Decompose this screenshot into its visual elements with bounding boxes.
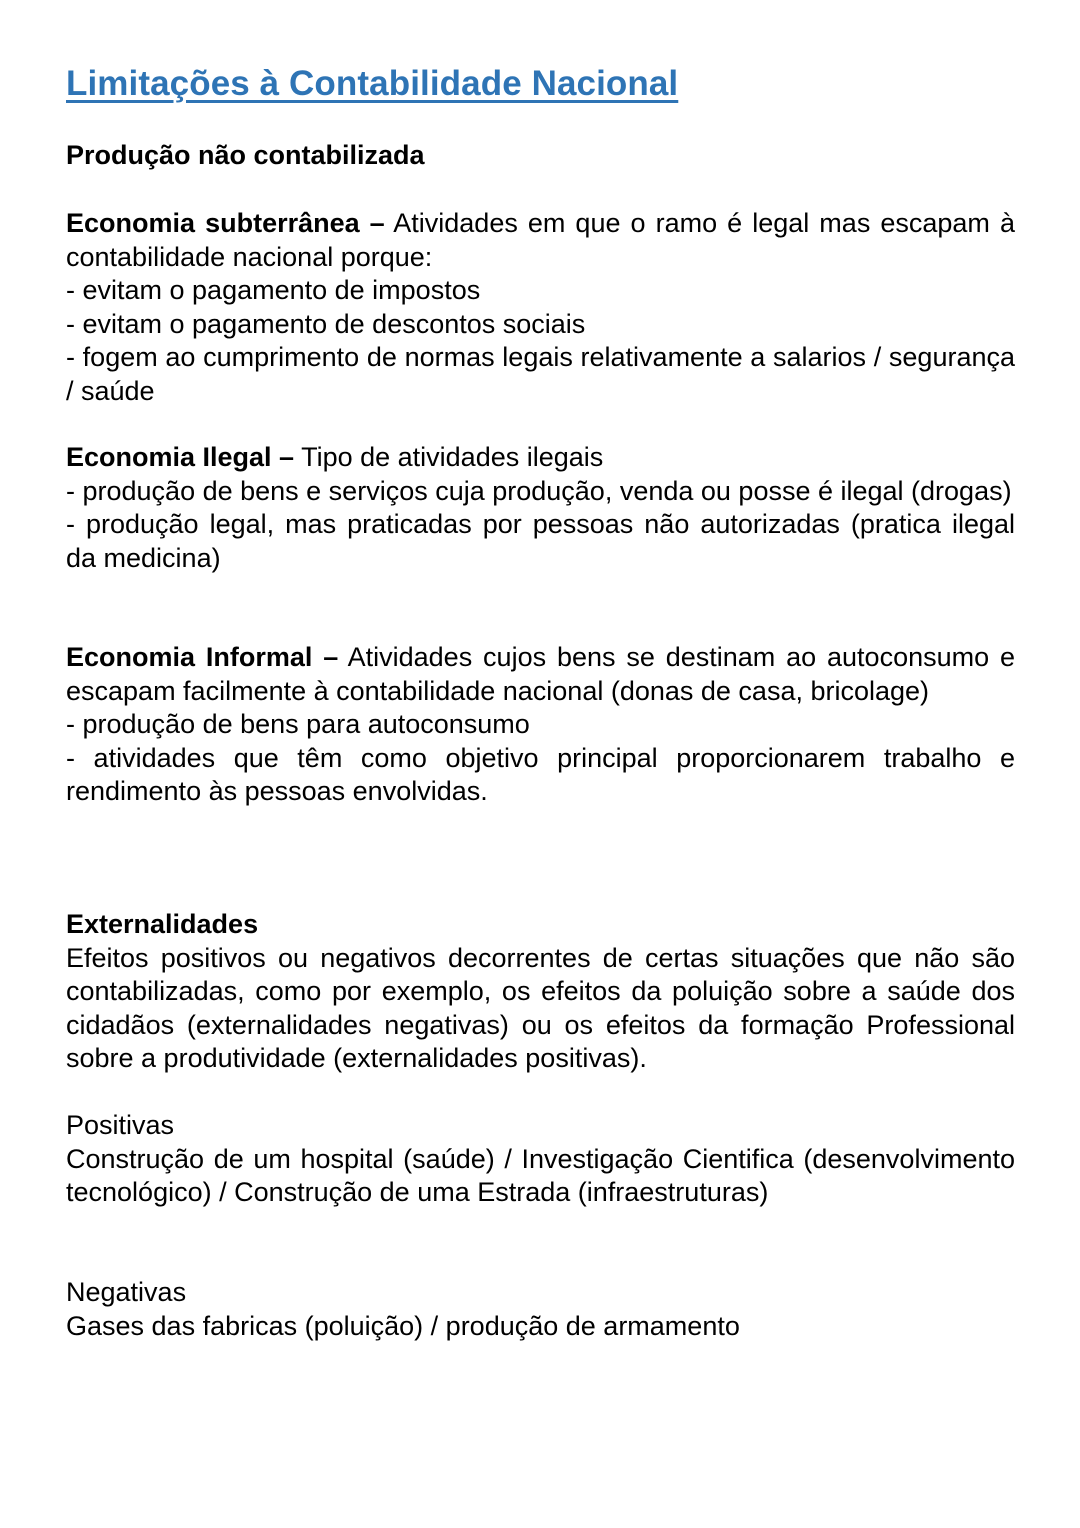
paragraph-economia-informal [66,641,1015,809]
list-item: - atividades que têm como objetivo principal proporcionarem trabalho e rendimento às pessoas envolvidas. [66,742,1015,806]
list-item: - evitam o pagamento de impostos [66,275,481,305]
definition-text: Atividades em que o ramo é legal mas escapam à contabilidade nacional porque: [66,208,1015,272]
negativas-text: Gases das fabricas (poluição) / produção de armamento [66,1310,740,1341]
definition-subterranea [66,207,1015,274]
definition-ilegal [66,441,1015,475]
definition-text: Tipo de atividades ilegais [294,442,604,472]
term-economia-informal: Economia Informal – [66,642,339,672]
negativas-label: Negativas [66,1277,187,1307]
list-item: - fogem ao cumprimento de normas legais relativamente a salarios / segurança / saúde [66,342,1015,406]
term-economia-subterranea: Economia subterrânea – [66,208,385,238]
section-externalidades [66,908,1015,1076]
page-title: Limitações à Contabilidade Nacional [66,64,679,103]
list-item: - produção de bens e serviços cuja produção, venda ou posse é ilegal (drogas) [66,475,1012,506]
list-item: - evitam o pagamento de descontos sociais [66,308,586,339]
list-item: - produção legal, mas praticadas por pessoas não autorizadas (pratica ilegal da medicina) [66,509,1015,573]
paragraph-negativas [66,1276,1015,1343]
paragraph-economia-subterranea [66,207,1015,408]
positivas-text: Construção de um hospital (saúde) / Investigação Cientifica (desenvolvimento tecnológico) / Construção de uma Estrada (infraestruturas) [66,1143,1015,1207]
list-item: - produção de bens para autoconsumo [66,709,530,739]
section-heading-externalidades: Externalidades [66,909,259,939]
positivas-label: Positivas [66,1110,175,1140]
paragraph-positivas [66,1109,1015,1210]
paragraph-economia-ilegal [66,441,1015,575]
externalidades-definition: Efeitos positivos ou negativos decorrentes de certas situações que não são contabilizadas, como por exemplo, os efeitos da poluição sobre a saúde dos cidadãos (externalidades negativas) ou os efeitos da formação Professional sobre a produtividade (externalidades positivas). [66,942,1015,1073]
term-economia-ilegal: Economia Ilegal – [66,442,295,472]
definition-text: Atividades cujos bens se destinam ao autoconsumo e escapam facilmente à contabilidade nacional (donas de casa, bricolage) [66,642,1015,706]
section-heading-producao: Produção não contabilizada [66,140,425,170]
definition-informal [66,641,1015,708]
